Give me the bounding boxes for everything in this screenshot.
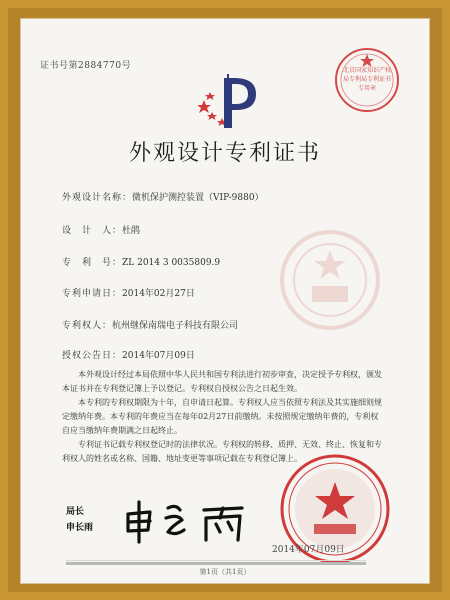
certificate-title: 外观设计专利证书 (128, 141, 321, 166)
grant-date-label: 授权公告日： (62, 351, 123, 361)
body-paragraph-3: 专利证书记载专利权登记时的法律状况。专利权的转移、质押、无效、终止、恢复和专利权人的姓名或名称、国籍、地址变更等事项记载在专利登记簿上。 (62, 440, 382, 463)
top-seal-text: 北京国家知识产权局专利局专利证书专用章 (343, 67, 392, 92)
patent-office-logo-icon (198, 72, 262, 130)
patentee-label: 专利权人： (62, 321, 113, 331)
body-paragraph-1: 本外观设计经过本局依照中华人民共和国专利法进行初步审查，决定授予专利权，颁发本证书并在专利登记簿上予以登记。专利权自授权公告之日起生效。 (62, 370, 382, 393)
certificate-paper (20, 18, 430, 584)
director-title-label: 局长 (66, 507, 85, 517)
filing-date-value: 2014年02月27日 (122, 289, 195, 299)
design-name-value: 微机保护测控装置（VIP-9880） (132, 193, 264, 203)
patentee-value: 杭州继保南瑞电子科技有限公司 (112, 321, 239, 331)
seal-date: 2014年07月09日 (272, 545, 345, 555)
grant-date-field (62, 348, 195, 361)
filing-date-field (62, 286, 195, 299)
design-name-field (62, 190, 264, 203)
designer-field (62, 223, 140, 236)
national-emblem-watermark-icon (278, 228, 382, 332)
director-signature-icon (120, 496, 250, 546)
page-footer: 第1页（共1页） (199, 568, 251, 576)
grant-date-value: 2014年07月09日 (122, 351, 195, 361)
patent-number-label: 专 利 号： (62, 258, 123, 268)
filing-date-label: 专利申请日： (62, 289, 123, 299)
design-name-label: 外观设计名称： (62, 193, 133, 203)
patentee-field (62, 318, 238, 331)
designer-label: 设 计 人： (62, 226, 123, 236)
body-paragraph-2: 本专利的专利权期限为十年，自申请日起算。专利权人应当依照专利法及其实施细则规定缴纳年费。本专利的年费应当在每年02月27日前缴纳。未按照规定缴纳年费的，专利权自应当缴纳年费期满之日起终止。 (62, 398, 382, 435)
top-seal (333, 46, 401, 114)
certificate-number: 证书号第2884770号 (40, 61, 132, 71)
patent-number-value: ZL 2014 3 0035809.9 (122, 258, 221, 268)
director-name-label: 申长雨 (66, 523, 94, 533)
patent-number-field (62, 255, 220, 268)
designer-value: 杜鹃 (122, 226, 141, 236)
